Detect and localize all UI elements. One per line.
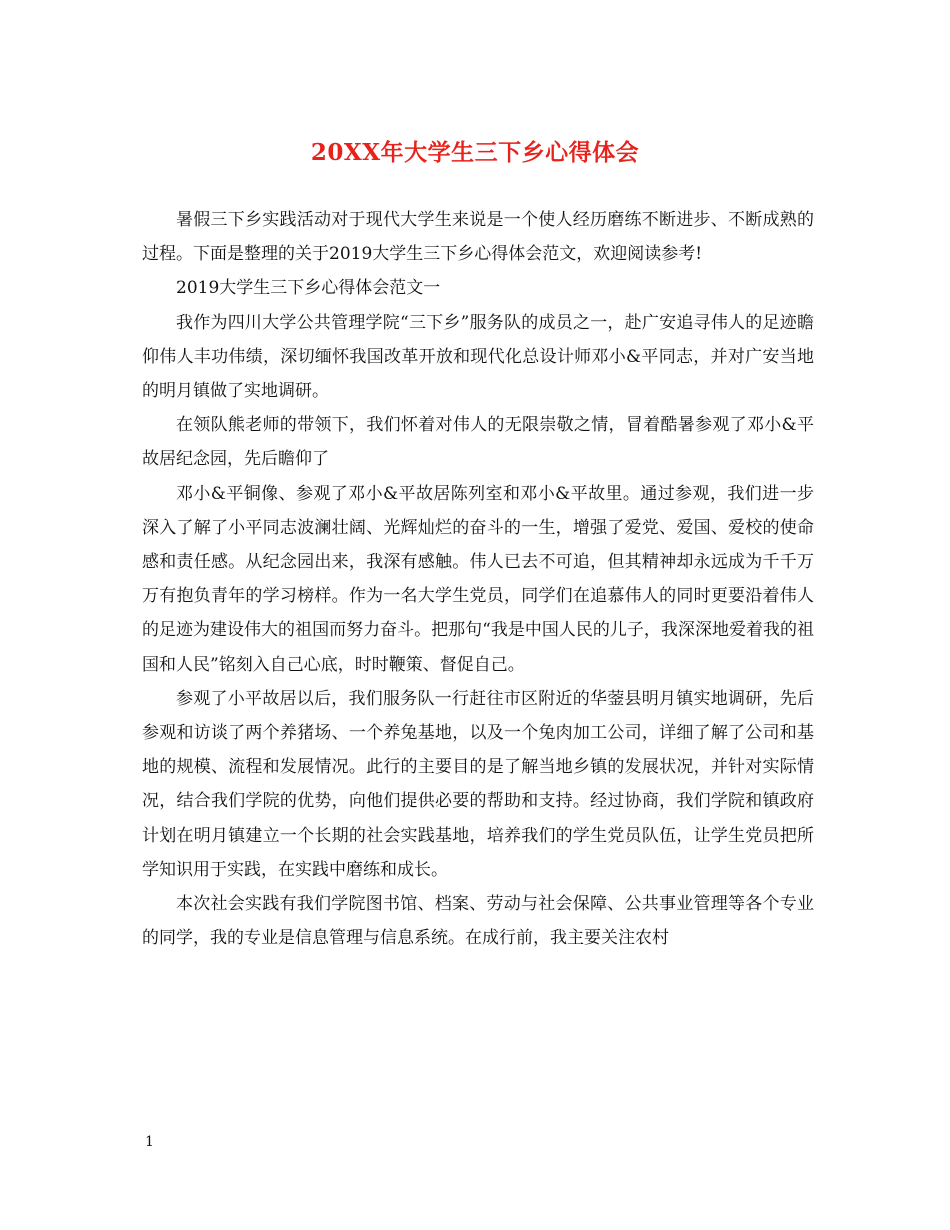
document-body xyxy=(142,203,814,955)
paragraph: 在领队熊老师的带领下，我们怀着对伟人的无限崇敬之情，冒着酷暑参观了邓小&平故居纪念园，先后瞻仰了 xyxy=(142,415,814,470)
paragraph: 参观了小平故居以后，我们服务队一行赶往市区附近的华蓥县明月镇实地调研，先后参观和访谈了两个养猪场、一个养兔基地，以及一个兔肉加工公司，详细了解了公司和基地的规模、流程和发展情况。此行的主要目的是了解当地乡镇的发展状况，并针对实际情况，结合我们学院的优势，向他们提供必要的帮助和支持。经过协商，我们学院和镇政府计划在明月镇建立一个长期的社会实践基地，培养我们的学生党员队伍，让学生党员把所学知识用于实践，在实践中磨练和成长。 xyxy=(142,688,814,880)
paragraph-subheading: 2019大学生三下乡心得体会范文一 xyxy=(176,278,441,299)
page-number: 1 xyxy=(145,1134,154,1150)
paragraph: 邓小&平铜像、参观了邓小&平故居陈列室和邓小&平故里。通过参观，我们进一步深入了解了小平同志波澜壮阔、光辉灿烂的奋斗的一生，增强了爱党、爱国、爱校的使命感和责任感。从纪念园出来，我深有感触。伟人已去不可追，但其精神却永远成为千千万万有抱负青年的学习榜样。作为一名大学生党员，同学们在追慕伟人的同时更要沿着伟人的足迹为建设伟大的祖国而努力奋斗。把那句“我是中国人民的儿子，我深深地爱着我的祖国和人民”铭刻入自己心底，时时鞭策、督促自己。 xyxy=(142,483,814,675)
paragraph: 我作为四川大学公共管理学院“三下乡”服务队的成员之一，赴广安追寻伟人的足迹瞻仰伟人丰功伟绩，深切缅怀我国改革开放和现代化总设计师邓小&平同志，并对广安当地的明月镇做了实地调研。 xyxy=(142,312,814,402)
paragraph: 本次社会实践有我们学院图书馆、档案、劳动与社会保障、公共事业管理等各个专业的同学，我的专业是信息管理与信息系统。在成行前，我主要关注农村 xyxy=(142,894,814,949)
document-title: 20XX年大学生三下乡心得体会 xyxy=(310,139,640,166)
paragraph-intro: 暑假三下乡实践活动对于现代大学生来说是一个使人经历磨练不断进步、不断成熟的过程。下面是整理的关于2019大学生三下乡心得体会范文，欢迎阅读参考! xyxy=(142,210,814,265)
